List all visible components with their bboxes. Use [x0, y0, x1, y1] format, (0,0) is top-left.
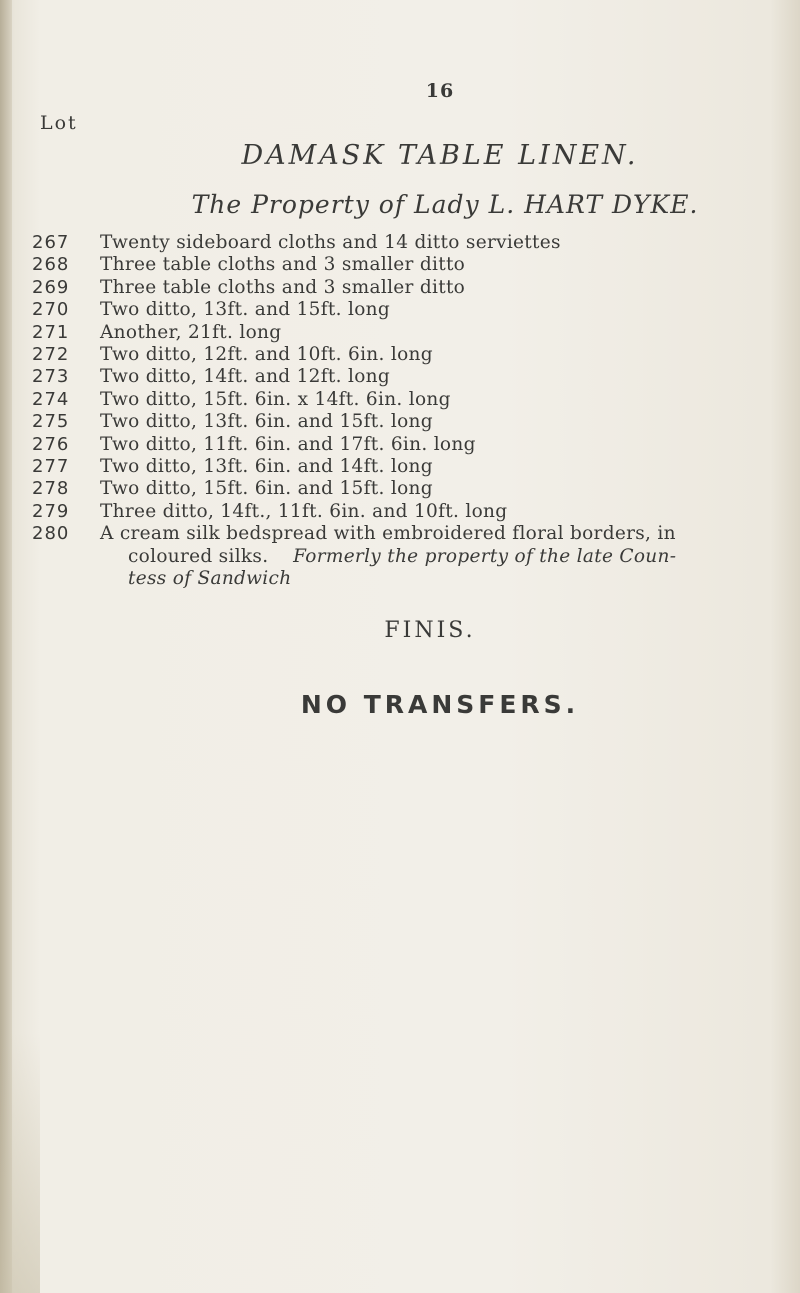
lot-number: 268: [32, 254, 70, 276]
lot-description-line: coloured silks.: [128, 545, 269, 567]
lot-number: 275: [32, 411, 70, 433]
lot-row: [32, 232, 792, 254]
lot-description: Another, 21ft. long: [100, 321, 282, 343]
lot-description: Three table cloths and 3 smaller ditto: [100, 254, 466, 276]
lot-number: 279: [32, 500, 70, 522]
lot-number: 271: [32, 321, 70, 343]
lot-list: [32, 232, 792, 591]
provenance-note: Formerly the property of the late Coun-: [293, 545, 677, 567]
page-number: 16: [425, 80, 455, 102]
lot-description: Two ditto, 13ft. 6in. and 15ft. long: [100, 411, 433, 433]
lot-row: [32, 501, 792, 523]
section-title: DAMASK TABLE LINEN.: [241, 140, 639, 171]
lot-description: Three ditto, 14ft., 11ft. 6in. and 10ft. long: [100, 500, 508, 522]
no-transfers-notice: NO TRANSFERS.: [300, 690, 580, 719]
lot-number: 278: [32, 478, 70, 500]
lot-description: Two ditto, 12ft. and 10ft. 6in. long: [100, 344, 433, 366]
lot-number: 280: [32, 523, 70, 545]
lot-row: [32, 299, 792, 321]
lot-description: [100, 523, 792, 590]
lot-number: 270: [32, 299, 70, 321]
lot-number: 274: [32, 388, 70, 410]
lot-description-continuation: [100, 546, 792, 568]
lot-number: 276: [32, 433, 70, 455]
lot-number: 273: [32, 366, 70, 388]
lot-row: [32, 456, 792, 478]
lot-description: Two ditto, 13ft. 6in. and 14ft. long: [100, 456, 433, 478]
lot-row: [32, 478, 792, 500]
lot-description: Two ditto, 11ft. 6in. and 17ft. 6in. long: [100, 433, 476, 455]
lot-column-header: Lot: [40, 112, 78, 134]
lot-description-line: A cream silk bedspread with embroidered floral borders, in: [100, 523, 676, 545]
lot-row: [32, 254, 792, 276]
lot-row: [32, 344, 792, 366]
lot-number: 267: [32, 232, 70, 253]
lot-description: Two ditto, 15ft. 6in. x 14ft. 6in. long: [100, 388, 451, 410]
section-subtitle: The Property of Lady L. HART DYKE.: [191, 190, 699, 219]
lot-description: Twenty sideboard cloths and 14 ditto serviettes: [100, 232, 561, 253]
lot-description: Two ditto, 15ft. 6in. and 15ft. long: [100, 478, 433, 500]
lot-row: [32, 434, 792, 456]
lot-row: [32, 277, 792, 299]
lot-row: [32, 389, 792, 411]
lot-row: [32, 322, 792, 344]
lot-row: [32, 523, 792, 590]
lot-description: Three table cloths and 3 smaller ditto: [100, 276, 466, 298]
lot-number: 269: [32, 276, 70, 298]
provenance-note-continuation: tess of Sandwich: [128, 568, 292, 590]
lot-description: Two ditto, 13ft. and 15ft. long: [100, 299, 391, 321]
lot-description: Two ditto, 14ft. and 12ft. long: [100, 366, 391, 388]
lot-number: 277: [32, 456, 70, 478]
lot-row: [32, 411, 792, 433]
lot-number: 272: [32, 344, 70, 366]
finis-label: FINIS.: [384, 618, 476, 643]
lot-row: [32, 366, 792, 388]
